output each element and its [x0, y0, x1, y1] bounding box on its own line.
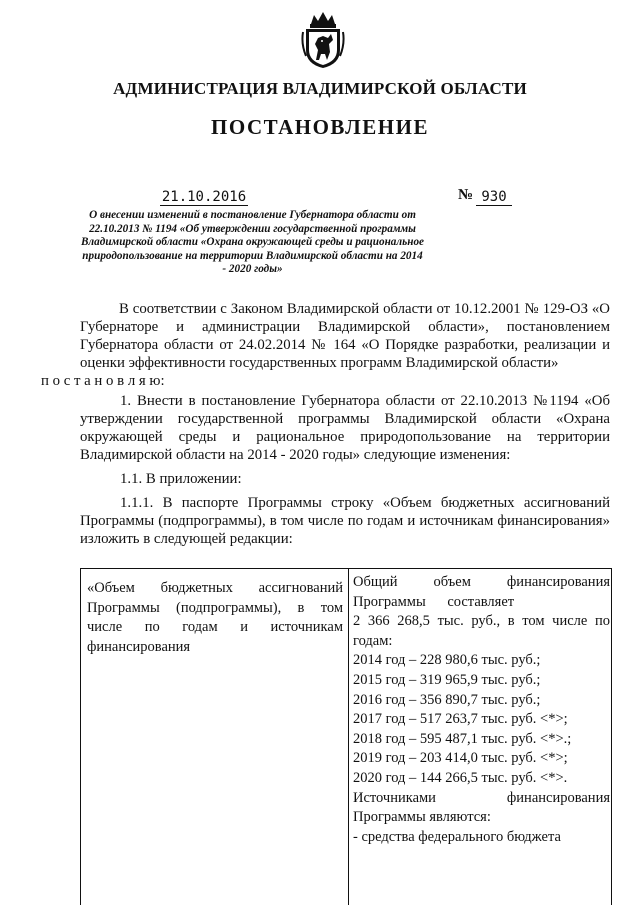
year-row: 2019 год – 203 414,0 тыс. руб. <*>; — [353, 750, 568, 767]
clause-1-1-1: 1.1.1. В паспорте Программы строку «Объем бюджетных ассигнований Программы (подпрограммы), в том числе по годам и источникам финансирования» изложить в следующей редакции: — [80, 495, 610, 547]
coat-of-arms-icon — [300, 10, 346, 70]
table-column-divider — [348, 569, 349, 905]
clause-1-1: 1.1. В приложении: — [120, 471, 242, 487]
table-right-cell — [353, 573, 610, 847]
document-type-title: ПОСТАНОВЛЕНИЕ — [211, 115, 429, 139]
document-date: 21.10.2016 — [161, 189, 247, 205]
year-row: 2020 год – 144 266,5 тыс. руб. <*>. — [353, 769, 568, 786]
document-number: 930 — [476, 189, 512, 206]
organization-title: АДМИНИСТРАЦИЯ ВЛАДИМИРСКОЙ ОБЛАСТИ — [113, 79, 527, 98]
budget-table — [80, 568, 612, 905]
federal-budget-line: - средства федерального бюджета — [353, 828, 561, 845]
sources-line — [353, 789, 610, 809]
year-row: 2014 год – 228 980,6 тыс. руб.; — [353, 652, 541, 669]
year-row: 2018 год – 595 487,1 тыс. руб. <*>.; — [353, 730, 572, 747]
financing-intro: Общий объем финансирования Программы составляет — [353, 574, 610, 610]
sources-label: Источниками — [353, 789, 436, 806]
document-subject: О внесении изменений в постановление Губернатора области от 22.10.2013 № 1194 «Об утверждении государственной программы Владимирской области «Охрана окружающей среды и рациональное природопользование на территории Владимирской области на 2014 - 2020 годы» — [80, 209, 425, 276]
year-row: 2017 год – 517 263,7 тыс. руб. <*>; — [353, 711, 568, 728]
sources-label-2: финансирования — [506, 789, 610, 806]
table-left-cell: «Объем бюджетных ассигнований Программы (подпрограммы), в том числе по годам и источникам финансирования — [87, 580, 343, 655]
preamble-text: В соответствии с Законом Владимирской области от 10.12.2001 № 129-ОЗ «О Губернаторе и администрации Владимирской области», постановлением Губернатора области от 24.02.2014 № 164 «О Порядке разработки, реализации и оценки эффективности государственных программ Владимирской области» — [80, 301, 610, 371]
preamble-paragraph — [41, 300, 610, 390]
decree-word: п о с т а н о в л я ю: — [41, 373, 165, 389]
number-label: № — [458, 187, 474, 203]
year-row: 2015 год – 319 965,9 тыс. руб.; — [353, 671, 541, 688]
financing-total: 2 366 268,5 тыс. руб., в том числе по годам: — [353, 613, 610, 649]
year-row: 2016 год – 356 890,7 тыс. руб.; — [353, 691, 541, 708]
clause-1: 1. Внести в постановление Губернатора области от 22.10.2013 №1194 «Об утверждении государственной программы Владимирской области «Охрана окружающей среды и рациональное природопользование на территории Владимирской области на 2014 - 2020 годы» следующие изменения: — [80, 393, 610, 463]
sources-continued: Программы являются: — [353, 809, 491, 826]
